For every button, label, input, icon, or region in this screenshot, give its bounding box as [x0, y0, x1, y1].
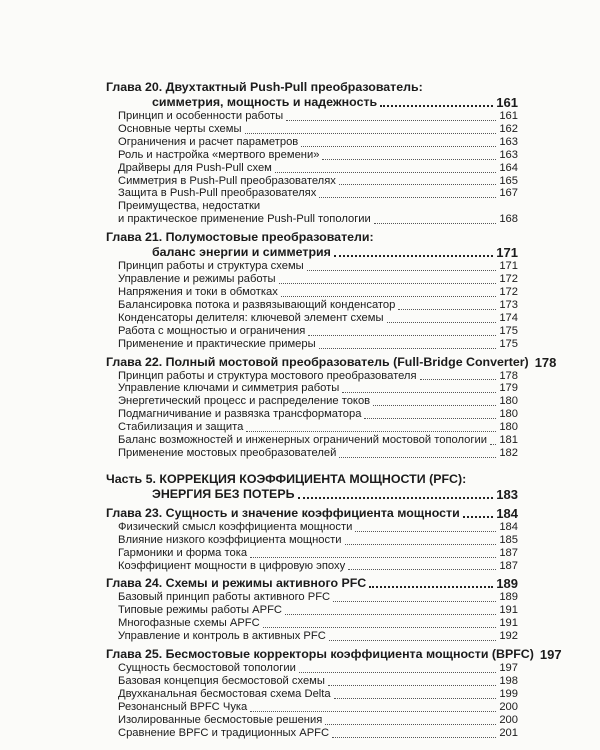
- entry-title: Влияние низкого коэффициента мощности: [118, 533, 342, 546]
- dot-leader: [328, 684, 496, 686]
- section-entry[interactable]: [106, 604, 518, 617]
- section-entry[interactable]: [106, 630, 518, 643]
- part-title-line1: Часть 5. КОРРЕКЦИЯ КОЭФФИЦИЕНТА МОЩНОСТИ (PFC):: [106, 471, 467, 486]
- entry-title: Защита в Push-Pull преобразователях: [118, 187, 317, 200]
- entry-title: Принцип и особенности работы: [118, 110, 284, 122]
- entry-title: Гармоники и форма тока: [118, 546, 248, 559]
- dot-leader: [250, 710, 496, 712]
- section-entry[interactable]: [106, 408, 518, 421]
- dot-leader: [329, 639, 497, 641]
- section-entry[interactable]: [106, 136, 518, 149]
- section-entry[interactable]: [106, 662, 518, 675]
- page-number: 180: [499, 421, 518, 434]
- page-number: 167: [499, 187, 518, 200]
- entry-title: Напряжения и токи в обмотках: [118, 285, 278, 298]
- dot-leader: [301, 145, 496, 147]
- section-entry[interactable]: [106, 521, 518, 534]
- dot-leader: [246, 430, 496, 432]
- entry-title: Глава 24. Схемы и режимы активного PFC: [106, 576, 367, 591]
- entry-title: Ограничения и расчет параметров: [118, 135, 299, 148]
- section-entry[interactable]: [106, 273, 518, 286]
- dot-leader: [398, 308, 496, 310]
- page-number: 198: [499, 675, 518, 687]
- page-number: 180: [499, 395, 518, 408]
- entry-title: Типовые режимы работы APFC: [118, 604, 283, 617]
- entry-title: Баланс возможностей и инженерных ограничений мостовой топологии: [118, 434, 487, 447]
- page-number: 187: [499, 546, 518, 559]
- entry-title: Коэффициент мощности в цифровую эпоху: [118, 559, 346, 572]
- dot-leader: [308, 334, 496, 336]
- dot-leader: [333, 600, 496, 602]
- page-number: 163: [499, 148, 518, 161]
- page-number: 172: [499, 285, 518, 298]
- entry-title: Изолированные бесмостовые решения: [118, 713, 323, 726]
- entry-title: ЭНЕРГИЯ БЕЗ ПОТЕРЬ: [152, 486, 295, 501]
- page-number: 162: [499, 122, 518, 135]
- entry-title: Основные черты схемы: [118, 122, 242, 135]
- dot-leader: [307, 269, 497, 271]
- chapter-title-line1: Глава 21. Полумостовые преобразователи:: [106, 230, 374, 245]
- entry-title: Работа с мощностью и ограничения: [118, 324, 306, 337]
- entry-title: Базовый принцип работы активного PFC: [118, 591, 331, 604]
- page-number: 191: [499, 604, 518, 617]
- page-number: 183: [496, 486, 518, 502]
- entry-title: Роль и настройка «мертвого времени»: [118, 148, 320, 161]
- chapter-title-line1: Глава 20. Двухтактный Push-Pull преобразователь:: [106, 80, 423, 94]
- entry-title: Энергетический процесс и распределение токов: [118, 395, 371, 408]
- part-title-line2[interactable]: [106, 487, 518, 502]
- section-entry[interactable]: [106, 200, 518, 226]
- dot-leader: [387, 321, 497, 323]
- dot-leader: [275, 171, 496, 173]
- section-entry[interactable]: [106, 617, 518, 630]
- part-entry[interactable]: [106, 472, 518, 502]
- dot-leader: [420, 378, 497, 380]
- entry-title: Глава 25. Бесмостовые корректоры коэффициента мощности (BPFC): [106, 647, 534, 662]
- chapter-entry[interactable]: [106, 230, 518, 260]
- entry-title: Многофазные схемы APFC: [118, 617, 260, 630]
- page-number: 175: [499, 337, 518, 350]
- section-entry[interactable]: [106, 534, 518, 547]
- page-number: 172: [499, 273, 518, 286]
- chapter-entry[interactable]: [106, 576, 518, 591]
- entry-title: и практическое применение Push-Pull топологии: [118, 213, 371, 226]
- chapter-title-line2[interactable]: [106, 245, 518, 260]
- section-entry[interactable]: [106, 325, 518, 338]
- section-entry[interactable]: [106, 591, 518, 604]
- section-entry[interactable]: [106, 286, 518, 299]
- dot-leader: [299, 671, 496, 673]
- dot-leader: [279, 282, 497, 284]
- entry-title: Подмагничивание и развязка трансформатора: [118, 408, 362, 421]
- dot-leader: [369, 585, 493, 588]
- section-entry[interactable]: [106, 701, 518, 714]
- dot-leader: [334, 697, 497, 699]
- dot-leader: [332, 736, 496, 738]
- dot-leader: [380, 104, 493, 107]
- dot-leader: [325, 723, 496, 725]
- section-entry[interactable]: [106, 395, 518, 408]
- entry-title: Глава 22. Полный мостовой преобразователь (Full-Bridge Converter): [106, 354, 529, 369]
- chapter-entry[interactable]: [106, 647, 562, 663]
- page-number: 192: [499, 630, 518, 643]
- dot-leader: [339, 456, 496, 458]
- dot-leader: [345, 543, 497, 545]
- section-entry[interactable]: [106, 370, 518, 383]
- section-entry[interactable]: [106, 187, 518, 200]
- entry-title: Конденсаторы делителя: ключевой элемент схемы: [118, 311, 384, 324]
- page-number: 168: [499, 213, 518, 226]
- section-entry[interactable]: [106, 162, 518, 175]
- entry-title: Управление и контроль в активных PFC: [118, 630, 326, 643]
- chapter-entry[interactable]: [106, 354, 557, 370]
- table-of-contents: [106, 80, 562, 740]
- page-number: 199: [499, 687, 518, 700]
- page-number: 189: [499, 591, 518, 604]
- page-number: 200: [499, 700, 518, 713]
- entry-title-line2[interactable]: [118, 213, 518, 226]
- page-number: 187: [499, 559, 518, 572]
- entry-title: Принцип работы и структура схемы: [118, 260, 304, 273]
- entry-title: Симметрия в Push-Pull преобразователях: [118, 174, 336, 187]
- dot-leader: [334, 254, 493, 257]
- section-entry[interactable]: [106, 688, 518, 701]
- entry-title: Резонансный BPFC Чука: [118, 700, 248, 713]
- dot-leader: [245, 132, 497, 134]
- page-number: 189: [496, 576, 518, 592]
- entry-title: Стабилизация и защита: [118, 421, 244, 434]
- page-number: 173: [499, 298, 518, 311]
- entry-title: симметрия, мощность и надежность: [152, 95, 378, 109]
- page-number: 185: [499, 533, 518, 546]
- section-entry[interactable]: [106, 175, 518, 188]
- section-entry[interactable]: [106, 338, 518, 351]
- section-entry[interactable]: [106, 560, 518, 573]
- entry-title: Сравнение BPFC и традиционных APFC: [118, 726, 330, 739]
- dot-leader: [281, 295, 497, 297]
- dot-leader: [263, 626, 497, 628]
- dot-leader: [298, 496, 494, 499]
- page-number: 184: [499, 520, 518, 533]
- dot-leader: [250, 556, 496, 558]
- entry-title: Балансировка потока и развязывающий конденсатор: [118, 298, 396, 311]
- page-number: 200: [499, 713, 518, 726]
- dot-leader: [339, 183, 496, 185]
- page-number: 197: [539, 647, 562, 663]
- entry-title: Глава 23. Сущность и значение коэффициента мощности: [106, 505, 460, 520]
- chapter-entry[interactable]: [106, 506, 518, 521]
- entry-title: Базовая концепция бесмостовой схемы: [118, 675, 325, 687]
- entry-title: Принцип работы и структура мостового преобразователя: [118, 369, 417, 382]
- dot-leader: [364, 417, 496, 419]
- entry-title: Управление ключами и симметрия работы: [118, 382, 340, 395]
- section-entry[interactable]: [106, 727, 518, 740]
- dot-leader: [374, 222, 497, 224]
- page-number: 184: [496, 505, 518, 521]
- entry-title: Драйверы для Push-Pull схем: [118, 161, 272, 174]
- entry-title-line1: Преимущества, недостатки: [118, 200, 261, 213]
- entry-title: Сущность бесмостовой топологии: [118, 662, 296, 675]
- page-number: 174: [499, 311, 518, 324]
- page-number: 179: [499, 382, 518, 395]
- entry-title: Управление и режимы работы: [118, 273, 276, 286]
- entry-title: баланс энергии и симметрия: [152, 245, 331, 260]
- dot-leader: [463, 515, 494, 518]
- chapter-entry[interactable]: [106, 80, 518, 110]
- page-number: 201: [499, 726, 518, 739]
- page-number: 163: [499, 135, 518, 148]
- page-number: 161: [496, 95, 518, 110]
- page-number: 171: [499, 260, 518, 273]
- page-number: 165: [499, 174, 518, 187]
- dot-leader: [322, 158, 496, 160]
- entry-title: Применение мостовых преобразователей: [118, 446, 337, 459]
- dot-leader: [342, 391, 496, 393]
- section-entry[interactable]: [106, 123, 518, 136]
- dot-leader: [348, 568, 496, 570]
- section-entry[interactable]: [106, 434, 518, 447]
- section-entry[interactable]: [106, 149, 518, 162]
- dot-leader: [285, 613, 496, 615]
- chapter-title-line2[interactable]: [106, 95, 518, 110]
- dot-leader: [373, 404, 496, 406]
- section-entry[interactable]: [106, 312, 518, 325]
- dot-leader: [490, 443, 496, 445]
- section-entry[interactable]: [106, 421, 518, 434]
- page-number: 175: [499, 324, 518, 337]
- dot-leader: [286, 119, 496, 121]
- page-number: 191: [499, 617, 518, 630]
- dot-leader: [355, 530, 496, 532]
- section-entry[interactable]: [106, 447, 518, 460]
- section-entry[interactable]: [106, 382, 518, 395]
- entry-title: Физический смысл коэффициента мощности: [118, 520, 353, 533]
- page-number: 171: [496, 245, 518, 261]
- entry-title: Применение и практические примеры: [118, 337, 316, 350]
- entry-title: Двухканальная бесмостовая схема Delta: [118, 687, 331, 700]
- section-entry[interactable]: [106, 714, 518, 727]
- section-entry[interactable]: [106, 299, 518, 312]
- page-number: 178: [499, 369, 518, 382]
- page-number: 181: [499, 434, 518, 447]
- page-number: 182: [499, 446, 518, 459]
- dot-leader: [319, 196, 496, 198]
- page-number: 178: [534, 354, 557, 370]
- section-entry[interactable]: [106, 110, 518, 123]
- page-number: 180: [499, 408, 518, 421]
- page-number: 164: [499, 161, 518, 174]
- page-number: 161: [499, 110, 518, 122]
- dot-leader: [319, 347, 497, 349]
- section-entry[interactable]: [106, 260, 518, 273]
- section-entry[interactable]: [106, 547, 518, 560]
- page-number: 197: [499, 662, 518, 675]
- section-entry[interactable]: [106, 675, 518, 688]
